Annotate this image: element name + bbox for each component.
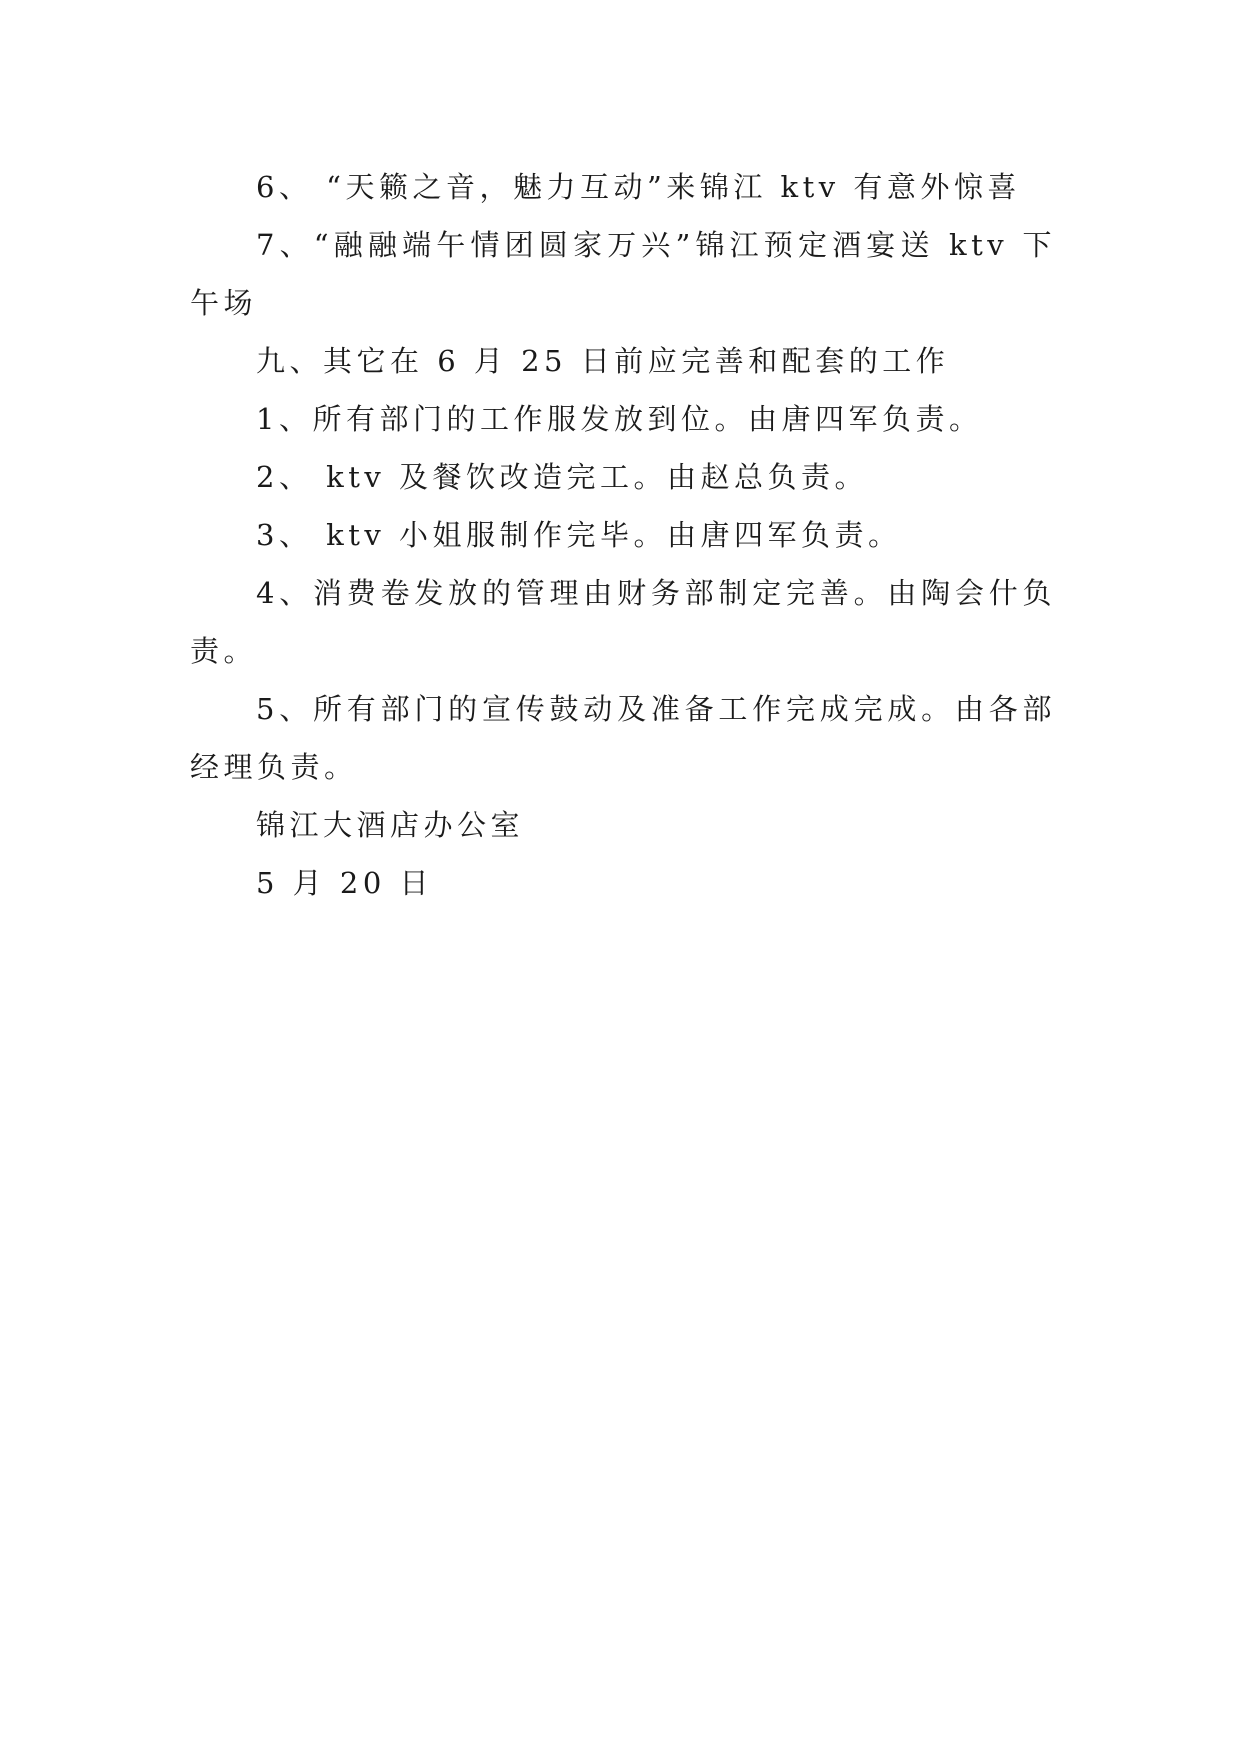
document-body bbox=[190, 158, 1056, 912]
section-9-heading: 九、其它在 6 月 25 日前应完善和配套的工作 bbox=[256, 344, 950, 378]
signature-office: 锦江大酒店办公室 bbox=[256, 808, 525, 842]
task-1-paragraph: 1、所有部门的工作服发放到位。由唐四军负责。 bbox=[256, 402, 983, 436]
signature-date: 5 月 20 日 bbox=[256, 866, 434, 900]
task-5-paragraph: 5、所有部门的宣传鼓动及准备工作完成完成。由各部经理负责。 bbox=[190, 692, 1056, 784]
task-4-paragraph: 4、消费卷发放的管理由财务部制定完善。由陶会什负责。 bbox=[190, 576, 1056, 668]
task-3-paragraph: 3、 ktv 小姐服制作完毕。由唐四军负责。 bbox=[256, 518, 902, 552]
item-6-paragraph: 6、 “天籁之音，魅力互动”来锦江 ktv 有意外惊喜 bbox=[256, 170, 1021, 204]
item-7-paragraph: 7、“融融端午情团圆家万兴”锦江预定酒宴送 ktv 下午场 bbox=[190, 228, 1056, 320]
task-2-paragraph: 2、 ktv 及餐饮改造完工。由赵总负责。 bbox=[256, 460, 868, 494]
